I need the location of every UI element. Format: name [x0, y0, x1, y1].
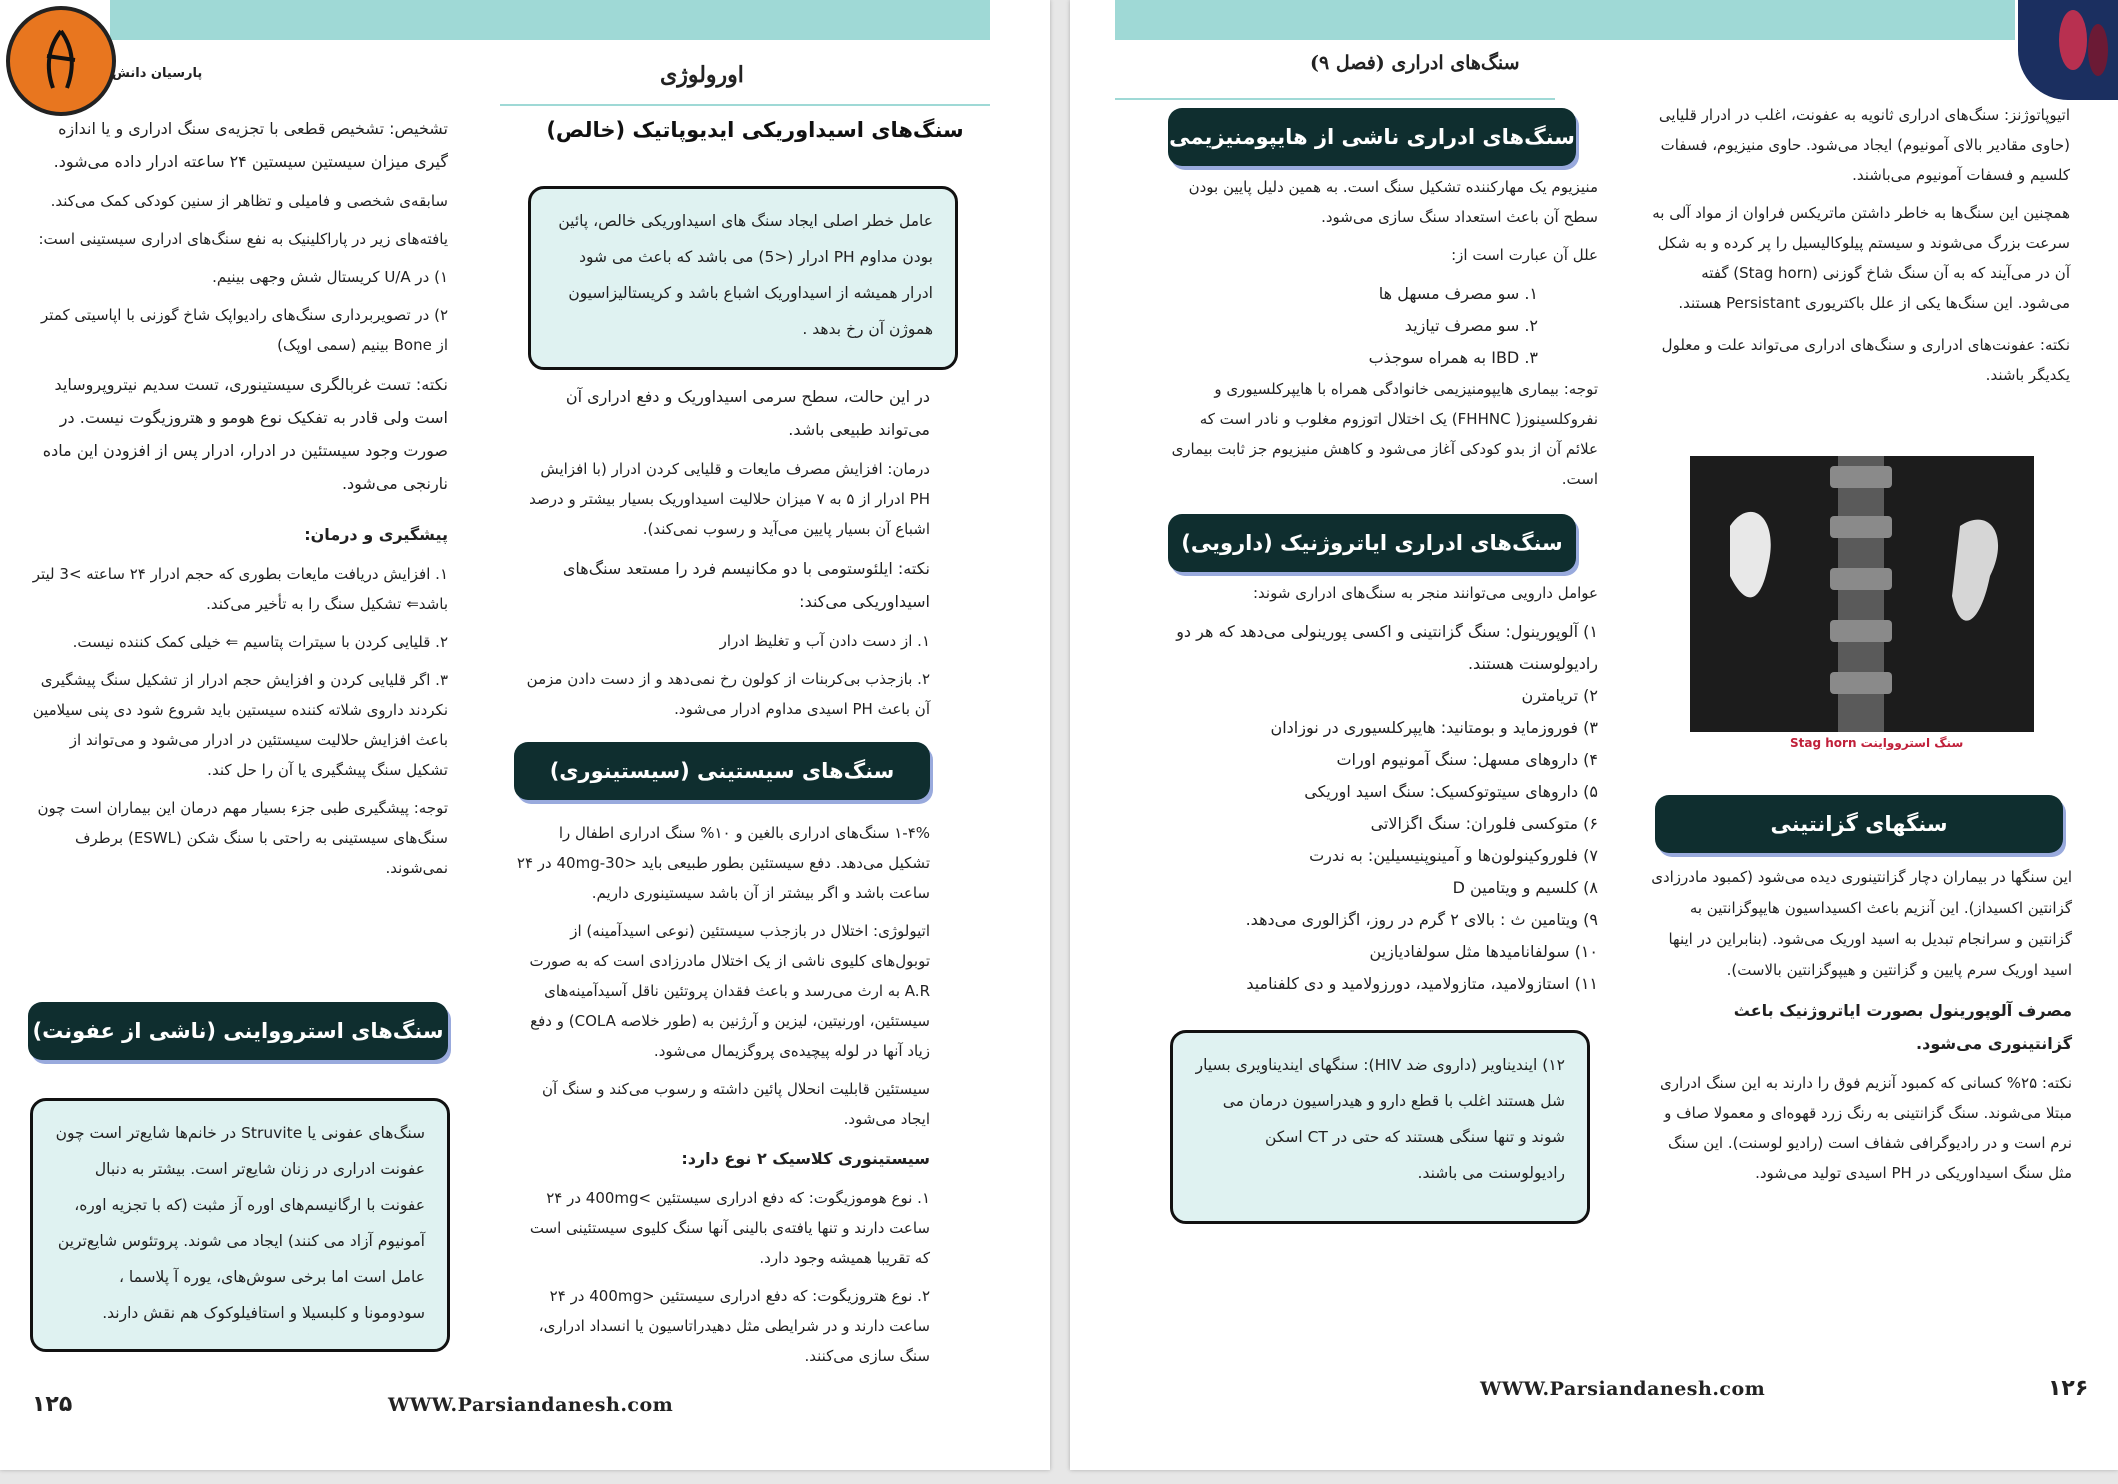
- note-nitroprusside: نکته: تست غربالگری سیستینوری، تست سدیم نیتروپروساید است ولی قادر به تفکیک نوع هومو و هتروزیگوت نیست. در صورت وجود سیستئین در ادرار، ادرار پس از افزودن این ماده نارنجی می‌شود.: [42, 375, 448, 493]
- staghorn-xray-image: [1690, 456, 2034, 732]
- footer-url[interactable]: WWW.Parsiandanesh.com: [1480, 1378, 1766, 1400]
- footer-url[interactable]: WWW.Parsiandanesh.com: [388, 1394, 674, 1416]
- mg-causes-title: علل آن عبارت است از:: [1451, 246, 1598, 264]
- publisher-logo: [6, 6, 116, 116]
- cystine-section-title: سنگ‌های سیستینی (سیستینوری): [514, 742, 930, 800]
- page-number: ۱۲۵: [32, 1392, 73, 1417]
- mg-intro: منیزیوم یک مهارکننده تشکیل سنگ است. به همین دلیل پایین بودن سطح آن باعث استعداد سنگ سازی می‌شود.: [1188, 178, 1598, 226]
- allopurinol-text: مصرف آلوپورینول بصورت ایاتروژنیک باعث گزانتینوری می‌شود.: [1733, 1001, 2072, 1053]
- hypomagnesemia-section-title: سنگ‌های ادراری ناشی از هایپومنیزیمی: [1168, 108, 1576, 166]
- xanthine-intro: این سنگها در بیماران دچار گزانتینوری دیده می‌شود (کمبود مادرزادی گزانتین اکسیداز). این آنزیم باعث اکسیداسیون هایپوگزانتین به گزانتین و سرانجام تبدیل به اسید اوریک می‌شود. (بنابراین در اینها اسید اوریک سرم پایین و گزانتین و هیپوگزانتین بالاست).: [1651, 868, 2072, 979]
- right-col-1b: [1648, 862, 2072, 1196]
- header-band: [1115, 0, 2015, 40]
- left-page: [0, 0, 1050, 1470]
- staghorn-text: همچنین این سنگ‌ها به خاطر داشتن ماتریکس فراوان از مواد آلی به سرعت بزرگ می‌شوند و سیستم پیلوکالیسیل را پر کرده و به شکل آن در می‌آیند که به آن سنگ شاخ گوزنی (Stag horn) گفته می‌شود. این سنگ‌ها یکی از علل باکتریوری Persistant هستند.: [1652, 204, 2070, 312]
- list-item: ۱. سو مصرف مسهل ها: [1378, 284, 1538, 303]
- diagnosis-text: تشخیص: تشخیص قطعی با تجزیه‌ی سنگ ادراری و یا اندازه گیری میزان سیستین سیستین ۲۴ ساعته ادرار داده می‌شود.: [53, 119, 448, 171]
- etiopathogenesis: اتیوپاتوژنز: سنگ‌های ادراری ثانویه به عفونت، اغلب در ادرار قلیایی (حاوی مقادیر بالای آمونیوم) ایجاد می‌شود. حاوی منیزیوم، فسفات کلسیم و فسفات آمونیوم می‌باشند.: [1658, 106, 2070, 184]
- prevention-3: ۳. اگر قلیایی کردن و افزایش حجم ادرار از تشکیل سنگ پیشگیری نکردند داروی شلاته کننده سیستین باید شروع شود دی پنی سیلامین باعث افزایش حلالیت سیستئین در ادرار می‌شود و می‌تواند از تشکیل سنگ پیشگیری یا آن را حل کند.: [32, 671, 448, 779]
- list-item: ۶) متوکسی فلوران: سنگ اگزالاتی: [1370, 814, 1598, 833]
- cystine-solubility: سیستئین قابلیت انحلال پائین داشته و رسوب می‌کند و سنگ آن ایجاد می‌شود.: [542, 1080, 930, 1128]
- left-col-1: [28, 112, 448, 891]
- xray-caption: سنگ استروواینت Stag horn: [1790, 736, 1964, 750]
- page-header-title: سنگ‌های ادراری (فصل ۹): [1310, 52, 1520, 74]
- left-col-2: [516, 380, 930, 732]
- cystine-homozygous: ۱. نوع هوموزیگوت: که دفع ادراری سیستئین >400mg در ۲۴ ساعت دارند و تنها یافته‌ی بالینی آنها سنگ کلیوی سیستئینی است که تقریبا همیشه وجود دارد.: [529, 1189, 930, 1267]
- iatrogenic-intro: عوامل دارویی می‌توانند منجر به سنگ‌های ادراری شوند:: [1253, 584, 1598, 602]
- right-col-2: [1168, 172, 1598, 502]
- list-item: ۱) آلوپورینول: سنگ گزانتینی و اکسی پورینولی می‌دهد که هر دو رادیولوسنت هستند.: [1176, 622, 1598, 673]
- right-col-2b: [1168, 578, 1598, 1000]
- list-item: ۷) فلوروکینولون‌ها و آمینوپنیسیلین: به ندرت: [1309, 846, 1598, 865]
- page-header-title: اورولوژی: [660, 62, 744, 88]
- ileostomy-note: نکته: ایلئوستومی با دو مکانیسم فرد را مستعد سنگ‌های اسیداوریکی می‌کند:: [562, 559, 930, 611]
- uric-treatment: درمان: افزایش مصرف مایعات و قلیایی کردن ادرار (با افزایش PH ادرار از ۵ به ۷ میزان حلالیت اسیداوریک بسیار بیشتر و درصد اشباع آن بسیار پایین می‌آید و رسوب نمی‌کند).: [529, 460, 930, 538]
- list-item: ۴) داروهای مسهل: سنگ آمونیوم اورات: [1336, 750, 1598, 769]
- list-item: ۲) تریامترن: [1521, 686, 1598, 705]
- uric-idiopathic-box: عامل خطر اصلی ایجاد سنگ های اسیداوریکی خالص، پائین بودن مداوم PH ادرار (<5) می باشد که باعث می شود ادرار همیشه از اسیداوریک اشباع باشد و کریستالیزاسیون هموژن آن رخ بدهد .: [528, 186, 958, 370]
- cystine-etiology: اتیولوژی: اختلال در بازجذب سیستئین (نوعی اسیدآمینه) از توبول‌های کلیوی ناشی از یک اختلال مادرزادی است که به صورت A.R به ارث می‌رسد و باعث فقدان پروتئین ناقل آسیدآمینه‌های سیستئین، اورنیتین، لیزین و آرژنین به (طور خلاصه COLA) و دفع زیاد آنها در لوله پیچیده‌ی پروگزیمال می‌شود.: [529, 922, 930, 1060]
- prevention-title: پیشگیری و درمان:: [304, 525, 448, 544]
- list-item: ۱۱) استازولامید، متازولامید، دورزولامید و دی کلفنامید: [1246, 974, 1598, 993]
- kidney-icon: [2018, 0, 2118, 100]
- anatomy-corner-image: [2018, 0, 2118, 100]
- xanthine-section-title: سنگهای گزانتینی: [1655, 795, 2063, 853]
- cystine-types-title: سیستینوری کلاسیک ۲ نوع دارد:: [681, 1149, 930, 1168]
- list-item: ۳) فوروزماید و بومتانید: هایپرکلسیوری در نوزادان: [1270, 718, 1598, 737]
- paraclinic-text: یافته‌های زیر در پاراکلینیک به نفع سنگ‌های ادراری سیستینی است:: [38, 230, 448, 248]
- header-band: [110, 0, 990, 40]
- logo-figure-icon: [31, 26, 91, 96]
- list-item: ۵) داروهای سیتوتوکسیک: سنگ اسید اوریکی: [1304, 782, 1598, 801]
- right-page: [1070, 0, 2118, 1470]
- right-col-1: [1650, 100, 2070, 398]
- history-text: سابقه‌ی شخصی و فامیلی و تظاهر از سنین کودکی کمک می‌کند.: [50, 192, 448, 210]
- struvite-section-title: سنگ‌های استروواینی (ناشی از عفونت): [28, 1002, 448, 1060]
- brand-name: پارسیان دانش: [112, 66, 203, 81]
- page-number: ۱۲۶: [2048, 1376, 2089, 1401]
- prevention-2: ۲. قلیایی کردن با سیترات پتاسیم ⇐ خیلی کمک کننده نیست.: [72, 633, 448, 651]
- list-item: ۱۰) سولفانامیدها مثل سولفادیازین: [1369, 942, 1598, 961]
- uric-idiopathic-title: سنگ‌های اسیداوریکی ایدیوپاتیک (خالص): [546, 118, 964, 142]
- ileostomy-2: ۲. بازجذب بی‌کربنات از کولون رخ نمی‌دهد و از دست دادن مزمن آن باعث PH اسیدی مداوم ادرار می‌شود.: [526, 670, 930, 718]
- cystine-intro: ۴%-۱ سنگ‌های ادراری بالغین و ۱۰% سنگ ادراری اطفال را تشکیل می‌دهد. دفع سیستئین بطور طبیعی باید <30-40mg در ۲۴ ساعت باشد و اگر بیشتر از آن باشد سیستینوری داریم.: [516, 824, 930, 902]
- list-item: ۳. IBD به همراه سوجذب: [1368, 348, 1538, 367]
- finding-1: ۱) در U/A کریستال شش وجهی بینیم.: [212, 268, 448, 286]
- xanthine-note: نکته: ۲۵% کسانی که کمبود آنزیم فوق را دارند به این سنگ ادراری مبتلا می‌شوند. سنگ گزانتینی به رنگ زرد قهوه‌ای و معمولا صاف و نرم است و در رادیوگرافی شفاف است (رادیو لوسنت). این سنگ مثل سنگ اسیداوریکی در PH اسیدی تولید می‌شود.: [1659, 1074, 2072, 1182]
- ileostomy-1: ۱. از دست دادن آب و تغلیظ ادرار: [719, 632, 930, 650]
- finding-2: ۲) در تصویربرداری سنگ‌های رادیواپک شاخ گوزنی با اپاسیتی کمتر از Bone بینیم (سمی اوپک): [41, 306, 448, 354]
- cystine-heterozygous: ۲. نوع هتروزیگوت: که دفع ادراری سیستئین <400mg در ۲۴ ساعت دارند و در شرایطی مثل دهیدراتاسیون یا انسداد ادراری، سنگ سازی می‌کنند.: [538, 1287, 930, 1365]
- list-item: ۲. سو مصرف تیازید: [1404, 316, 1538, 335]
- infection-note: نکته: عفونت‌های ادراری و سنگ‌های ادراری می‌تواند علت و معلول یکدیگر باشند.: [1661, 336, 2070, 384]
- list-item: ۸) کلسیم و ویتامین D: [1452, 878, 1598, 897]
- header-rule: [500, 104, 990, 106]
- header-rule: [1115, 98, 1555, 100]
- mg-causes-list: [1168, 278, 1598, 374]
- attention-eswl: توجه: پیشگیری طبی جزء بسیار مهم درمان این بیماران است چون سنگ‌های سیستینی به راحتی با سنگ شکن (ESWL) برطرف نمی‌شوند.: [37, 799, 448, 877]
- struvite-box: سنگ‌های عفونی یا Struvite در خانم‌ها شایع‌تر است چون عفونت ادراری در زنان شایع‌تر است. بیشتر به دنبال عفونت با ارگانیسم‌های اوره آز مثبت (که با تجزیه اوره، آمونیوم آزاد می کنند) ایجاد می شوند. پروتئوس شایع‌ترین عامل است اما برخی سوش‌های، یوره آ پلاسما ، سودومونا و کلبسیلا و استافیلوکوک هم نقش دارند.: [30, 1098, 450, 1352]
- list-item: ۹) ویتامین ث : بالای ۲ گرم در روز، اگزالوری می‌دهد.: [1245, 910, 1598, 929]
- left-col-2b: [516, 818, 930, 1379]
- fhhnc-note: توجه: بیماری هایپومنیزیمی خانوادگی همراه با هایپرکلسیوری و نفروکلسینوز( FHHNC) یک اختلال اتوزوم مغلوب و نادر است که علائم آن از بدو کودکی آغاز می‌شود و کاهش منیزیوم جز ثابت بیماری است.: [1171, 380, 1598, 488]
- drug-list: [1168, 616, 1598, 1000]
- iatrogenic-section-title: سنگ‌های ادراری ایاتروژنیک (دارویی): [1168, 514, 1576, 572]
- prevention-1: ۱. افزایش دریافت مایعات بطوری که حجم ادرار ۲۴ ساعته >3 لیتر باشد⇐ تشکیل سنگ را به تأخیر می‌کند.: [32, 565, 448, 613]
- indinavir-box: ۱۲) ایندیناویر (داروی ضد HIV): سنگهای ایندیناویری بسیار شل هستند اغلب با قطع دارو و هیدراسیون درمان می شوند و تنها سنگی هستند که حتی در CT اسکن رادیولوسنت می باشند.: [1170, 1030, 1590, 1224]
- uric-serum-text: در این حالت، سطح سرمی اسیداوریک و دفع ادراری آن می‌تواند طبیعی باشد.: [565, 387, 930, 439]
